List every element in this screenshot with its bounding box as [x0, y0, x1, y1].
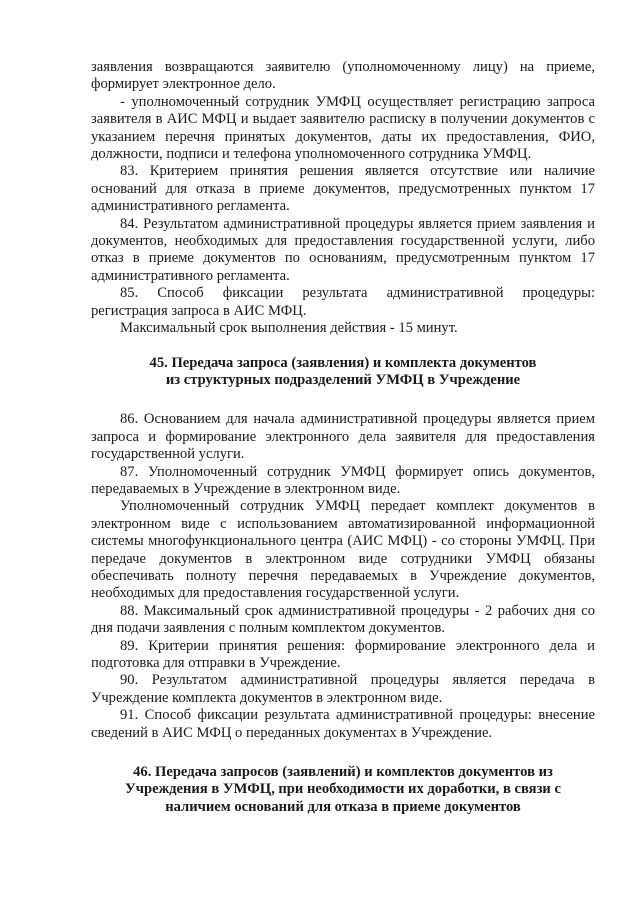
paragraph-90: 90. Результатом административной процедуры является передача в Учреждение комплекта документов в электронном виде.: [91, 672, 595, 706]
section-46-heading: [91, 764, 595, 816]
paragraph-88: 88. Максимальный срок административной процедуры - 2 рабочих дня со дня подачи заявления с полным комплектом документов.: [91, 602, 595, 637]
paragraph-87-cont: Уполномоченный сотрудник УМФЦ передает комплект документов в электронном виде с использованием автоматизированной информационной системы многофункционального центра (АИС МФЦ) - со стороны УМФЦ. При передаче документов в электронном виде сотрудники УМФЦ обязаны обеспечивать полноту перечня передаваемых в Учреждение документов, необходимых для предоставления государственной услуги.: [91, 498, 595, 602]
section-45-heading-line-2: из структурных подразделений УМФЦ в Учреждение: [165, 371, 521, 388]
spacer: [91, 742, 595, 764]
spacer: [91, 389, 595, 411]
section-45-heading: [91, 355, 595, 390]
document-body: [91, 59, 595, 816]
paragraph-85: 85. Способ фиксации результата административной процедуры: регистрация запроса в АИС МФЦ.: [91, 285, 595, 319]
section-46-heading-line-2: Учреждения в УМФЦ, при необходимости их доработки, в связи с: [125, 781, 561, 798]
paragraph: - уполномоченный сотрудник УМФЦ осуществляет регистрацию запроса заявителя в АИС МФЦ и выдает заявителю расписку в получении документов с указанием перечня принятых документов, даты их предоставления, ФИО, должности, подписи и телефона уполномоченного сотрудника УМФЦ.: [91, 93, 595, 163]
paragraph-84: 84. Результатом административной процедуры является прием заявления и документов, необходимых для предоставления государственной услуги, либо отказ в приеме документов по основаниям, предусмотренным пунктом 17 административного регламента.: [91, 215, 595, 284]
paragraph: заявления возвращаются заявителю (уполномоченному лицу) на приеме, формирует электронное дело.: [91, 59, 595, 93]
paragraph-83: 83. Критерием принятия решения является отсутствие или наличие оснований для отказа в приеме документов, предусмотренных пунктом 17 административного регламента.: [91, 163, 595, 215]
section-46-heading-line-1: 46. Передача запросов (заявлений) и комплектов документов из: [133, 764, 553, 781]
paragraph-91: 91. Способ фиксации результата административной процедуры: внесение сведений в АИС МФЦ о переданных документах в Учреждение.: [91, 707, 595, 741]
paragraph-87: 87. Уполномоченный сотрудник УМФЦ формирует опись документов, передаваемых в Учреждение в электронном виде.: [91, 463, 595, 497]
paragraph-89: 89. Критерии принятия решения: формирование электронного дела и подготовка для отправки в Учреждение.: [91, 637, 595, 671]
paragraph-86: 86. Основанием для начала административной процедуры является прием запроса и формирование электронного дела заявителя для предоставления государственной услуги.: [91, 411, 595, 463]
spacer: [91, 338, 595, 355]
section-46-heading-line-3: наличием оснований для отказа в приеме документов: [165, 798, 521, 815]
paragraph-max-time: Максимальный срок выполнения действия - 15 минут.: [120, 320, 458, 337]
section-45-heading-line-1: 45. Передача запроса (заявления) и комплекта документов: [149, 354, 537, 371]
